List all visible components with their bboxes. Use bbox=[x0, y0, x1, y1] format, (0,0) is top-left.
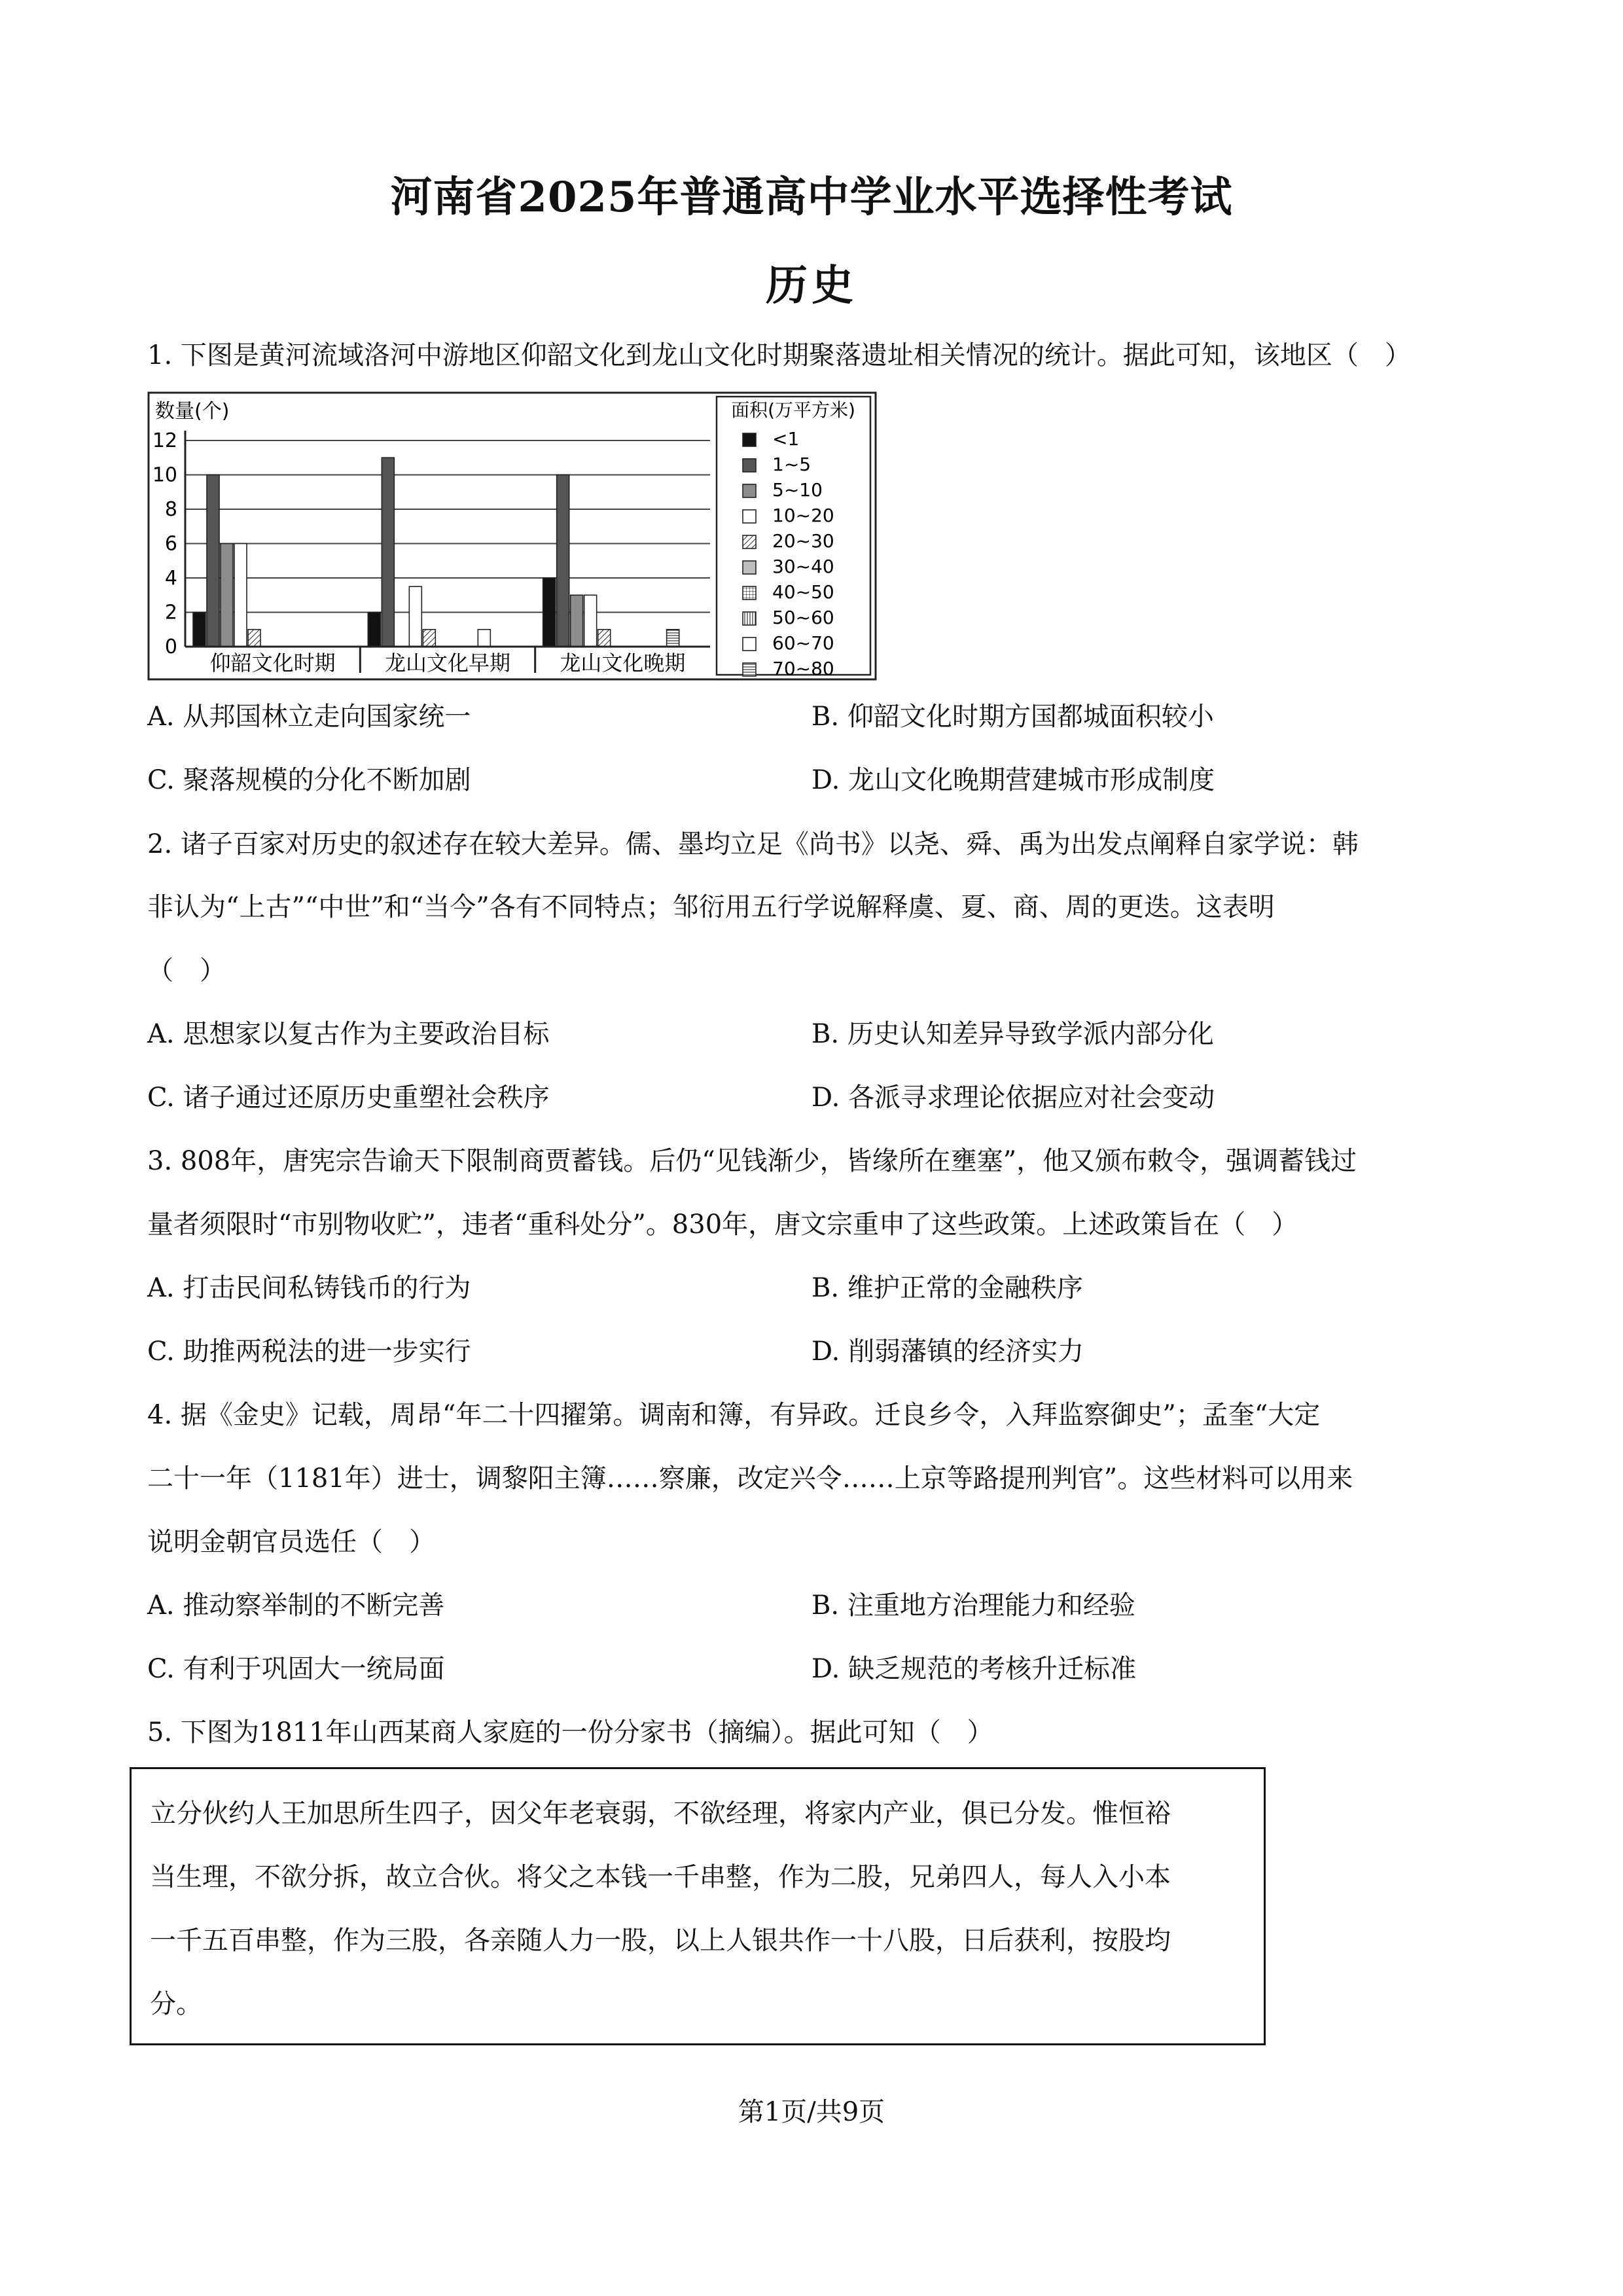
q1-option-d[interactable]: D. 龙山文化晚期营建城市形成制度 bbox=[812, 765, 1215, 795]
y-tick-label-8: 8 bbox=[164, 498, 177, 521]
quote-box bbox=[130, 1767, 1266, 2045]
y-tick-label-6: 6 bbox=[164, 532, 177, 556]
legend-swatch-4 bbox=[743, 535, 756, 548]
question-2-line-1: 2. 诸子百家对历史的叙述存在较大差异。儒、墨均立足《尚书》以尧、舜、禹为出发点阐释自家学说：韩 bbox=[147, 829, 1359, 859]
quote-line-4: 分。 bbox=[150, 1989, 202, 2019]
q4-option-d[interactable]: D. 缺乏规范的考核升迁标准 bbox=[812, 1654, 1137, 1684]
bar-2-9 bbox=[667, 630, 679, 647]
category-label-1: 龙山文化早期 bbox=[384, 651, 511, 675]
bar-0-0 bbox=[193, 613, 205, 647]
q1-option-c[interactable]: C. 聚落规模的分化不断加剧 bbox=[147, 765, 471, 795]
bar-2-0 bbox=[543, 578, 556, 647]
legend-swatch-7 bbox=[743, 612, 756, 625]
bar-1-1 bbox=[382, 457, 394, 647]
legend-label-2: 5~10 bbox=[772, 479, 823, 501]
legend-swatch-0 bbox=[743, 433, 756, 446]
page-footer: 第1页/共9页 bbox=[738, 2097, 885, 2127]
question-4-line-3: 说明金朝官员选任（ ） bbox=[147, 1527, 435, 1557]
q4-option-b[interactable]: B. 注重地方治理能力和经验 bbox=[812, 1590, 1135, 1621]
legend-label-8: 60~70 bbox=[772, 632, 834, 654]
y-tick-label-4: 4 bbox=[164, 567, 177, 590]
question-4-line-1: 4. 据《金史》记载，周昂“年二十四擢第。调南和簿，有异政。迁良乡令，入拜监察御史”；孟奎“大定 bbox=[147, 1400, 1321, 1430]
legend-swatch-8 bbox=[743, 637, 756, 651]
y-tick-label-0: 0 bbox=[164, 636, 177, 658]
q2-option-a[interactable]: A. 思想家以复古作为主要政治目标 bbox=[147, 1019, 550, 1049]
q4-option-a[interactable]: A. 推动察举制的不断完善 bbox=[147, 1590, 445, 1621]
question-1-stem: 1. 下图是黄河流域洛河中游地区仰韶文化到龙山文化时期聚落遗址相关情况的统计。据此可知，该地区（ ） bbox=[147, 340, 1411, 370]
settlement-bar-chart bbox=[147, 391, 877, 681]
bar-1-3 bbox=[409, 586, 421, 647]
legend-swatch-6 bbox=[743, 586, 756, 600]
legend-label-9: 70~80 bbox=[772, 658, 834, 679]
bar-0-3 bbox=[234, 544, 247, 647]
legend-label-4: 20~30 bbox=[772, 530, 834, 552]
legend-swatch-2 bbox=[743, 484, 756, 497]
legend-title: 面积(万平方米) bbox=[731, 399, 855, 421]
bar-0-2 bbox=[221, 544, 233, 647]
legend-label-0: <1 bbox=[772, 428, 800, 450]
q3-option-d[interactable]: D. 削弱藩镇的经济实力 bbox=[812, 1336, 1084, 1367]
y-tick-label-10: 10 bbox=[152, 463, 177, 487]
q3-option-c[interactable]: C. 助推两税法的进一步实行 bbox=[147, 1336, 471, 1367]
category-label-0: 仰韶文化时期 bbox=[209, 651, 336, 675]
quote-line-1: 立分伙约人王加思所生四子，因父年老衰弱，不欲经理，将家内产业，俱已分发。惟恒裕 bbox=[150, 1799, 1171, 1829]
legend-swatch-3 bbox=[743, 510, 756, 523]
y-tick-label-12: 12 bbox=[152, 429, 177, 452]
y-tick-label-2: 2 bbox=[164, 601, 177, 624]
bar-0-1 bbox=[207, 475, 219, 647]
q4-option-c[interactable]: C. 有利于巩固大一统局面 bbox=[147, 1654, 445, 1684]
chart-svg bbox=[147, 391, 877, 681]
q3-option-a[interactable]: A. 打击民间私铸钱币的行为 bbox=[147, 1273, 471, 1303]
subject-title: 历史 bbox=[766, 261, 857, 310]
bar-2-3 bbox=[584, 595, 597, 647]
page-title: 河南省2025年普通高中学业水平选择性考试 bbox=[390, 173, 1233, 222]
q1-option-a[interactable]: A. 从邦国林立走向国家统一 bbox=[147, 702, 471, 732]
q2-option-c[interactable]: C. 诸子通过还原历史重塑社会秩序 bbox=[147, 1083, 550, 1113]
legend-label-7: 50~60 bbox=[772, 607, 834, 628]
legend-label-3: 10~20 bbox=[772, 505, 834, 526]
q1-option-b[interactable]: B. 仰韶文化时期方国都城面积较小 bbox=[812, 702, 1214, 732]
legend-label-6: 40~50 bbox=[772, 581, 834, 603]
bar-1-4 bbox=[423, 630, 435, 647]
quote-line-3: 一千五百串整，作为三股，各亲随人力一股，以上人银共作一十八股，日后获利，按股均 bbox=[150, 1926, 1171, 1956]
question-5-stem: 5. 下图为1811年山西某商人家庭的一份分家书（摘编）。据此可知（ ） bbox=[147, 1717, 993, 1748]
bar-2-1 bbox=[557, 475, 569, 647]
bar-2-2 bbox=[571, 595, 583, 647]
category-label-2: 龙山文化晚期 bbox=[560, 651, 686, 675]
quote-line-2: 当生理，不欲分拆，故立合伙。将父之本钱一千串整，作为二股，兄弟四人，每人入小本 bbox=[150, 1862, 1171, 1892]
question-3-line-2: 量者须限时“市别物收贮”，违者“重科处分”。830年，唐文宗重申了这些政策。上述政策旨在（ ） bbox=[147, 1210, 1298, 1240]
legend-swatch-5 bbox=[743, 561, 756, 574]
question-2-line-2: 非认为“上古”“中世”和“当今”各有不同特点；邹衍用五行学说解释虞、夏、商、周的更迭。这表明 bbox=[147, 892, 1275, 922]
bar-0-4 bbox=[248, 630, 260, 647]
legend-swatch-9 bbox=[743, 663, 756, 676]
q2-option-b[interactable]: B. 历史认知差异导致学派内部分化 bbox=[812, 1019, 1214, 1049]
question-3-line-1: 3. 808年，唐宪宗告谕天下限制商贾蓄钱。后仍“见钱渐少，皆缘所在壅塞”，他又颁布敕令，强调蓄钱过 bbox=[147, 1146, 1357, 1176]
bar-1-8 bbox=[478, 630, 490, 647]
legend-swatch-1 bbox=[743, 459, 756, 472]
legend-label-5: 30~40 bbox=[772, 556, 834, 577]
question-2-line-3: （ ） bbox=[147, 956, 226, 986]
y-axis-label: 数量(个) bbox=[155, 400, 230, 423]
q2-option-d[interactable]: D. 各派寻求理论依据应对社会变动 bbox=[812, 1083, 1215, 1113]
bar-2-4 bbox=[598, 630, 611, 647]
q3-option-b[interactable]: B. 维护正常的金融秩序 bbox=[812, 1273, 1083, 1303]
bar-1-0 bbox=[368, 613, 380, 647]
legend-label-1: 1~5 bbox=[772, 454, 812, 475]
question-4-line-2: 二十一年（1181年）进士，调黎阳主簿……察廉，改定兴令……上京等路提刑判官”。这些材料可以用来 bbox=[147, 1463, 1353, 1494]
